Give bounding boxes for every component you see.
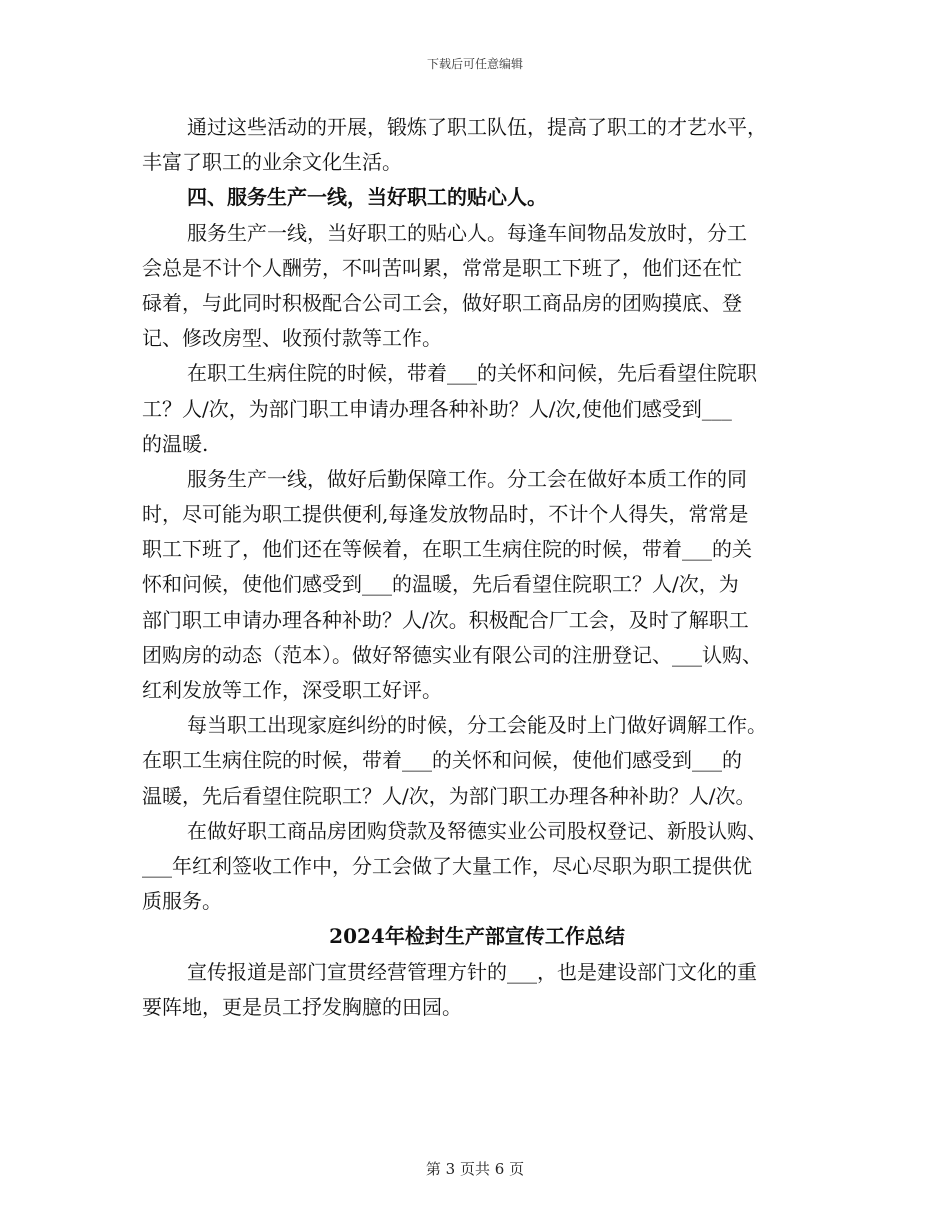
page-header: 下载后可任意编辑 — [426, 57, 523, 71]
text-line: 质服务。 — [142, 889, 222, 914]
text-line: 怀和问候，使他们感受到___的温暖，先后看望住院职工？人/次，为 — [142, 572, 739, 597]
text-line: 红利发放等工作，深受职工好评。 — [142, 678, 442, 702]
text-line: 在职工生病住院的时候，带着___的关怀和问候，先后看望住院职 — [187, 361, 757, 386]
section-title: 2024年检封生产部宣传工作总结 — [329, 924, 625, 949]
text-line: 在职工生病住院的时候，带着___的关怀和问候，使他们感受到___的 — [142, 748, 742, 773]
text-line: 每当职工出现家庭纠纷的时候，分工会能及时上门做好调解工作。 — [187, 713, 767, 738]
text-line: 在做好职工商品房团购贷款及帑德实业公司股权登记、新股认购、 — [187, 818, 767, 843]
text-line: 团购房的动态（范本）。做好帑德实业有限公司的注册登记、___认购、 — [142, 642, 762, 667]
document-body — [142, 110, 812, 1025]
text-line: 工？人/次，为部门职工申请办理各种补助？人/次,使他们感受到___ — [142, 396, 732, 421]
page-footer: 第 3 页共 6 页 — [425, 1160, 525, 1178]
text-line: 宣传报道是部门宣贯经营管理方针的___，也是建设部门文化的重 — [187, 959, 757, 984]
text-line: 要阵地，更是员工抒发胸臆的田园。 — [142, 994, 462, 1019]
text-line: ___年红利签收工作中，分工会做了大量工作，尽心尽职为职工提供优 — [142, 853, 752, 878]
text-line: 记、修改房型、收预付款等工作。 — [142, 326, 442, 351]
text-line: 温暖，先后看望住院职工？人/次，为部门职工办理各种补助？人/次。 — [142, 783, 756, 808]
text-line: 的温暖. — [142, 431, 209, 456]
text-line: 时，尽可能为职工提供便利,每逢发放物品时，不计个人得失，常常是 — [142, 502, 749, 527]
text-line: 职工下班了，他们还在等候着，在职工生病住院的时候，带着___的关 — [142, 537, 752, 562]
text-line: 通过这些活动的开展，锻炼了职工队伍，提高了职工的才艺水平， — [187, 115, 767, 139]
text-line: 服务生产一线，当好职工的贴心人。每逢车间物品发放时，分工 — [187, 220, 747, 245]
text-line: 会总是不计个人酬劳，不叫苦叫累，常常是职工下班了，他们还在忙 — [142, 255, 742, 280]
text-line: 碌着，与此同时积极配合公司工会，做好职工商品房的团购摸底、登 — [142, 290, 742, 315]
section-heading: 四、服务生产一线，当好职工的贴心人。 — [187, 185, 547, 210]
text-line: 服务生产一线，做好后勤保障工作。分工会在做好本质工作的同 — [187, 466, 747, 491]
text-line: 部门职工申请办理各种补助？人/次。积极配合厂工会，及时了解职工 — [142, 607, 749, 632]
text-line: 丰富了职工的业余文化生活。 — [142, 150, 402, 175]
